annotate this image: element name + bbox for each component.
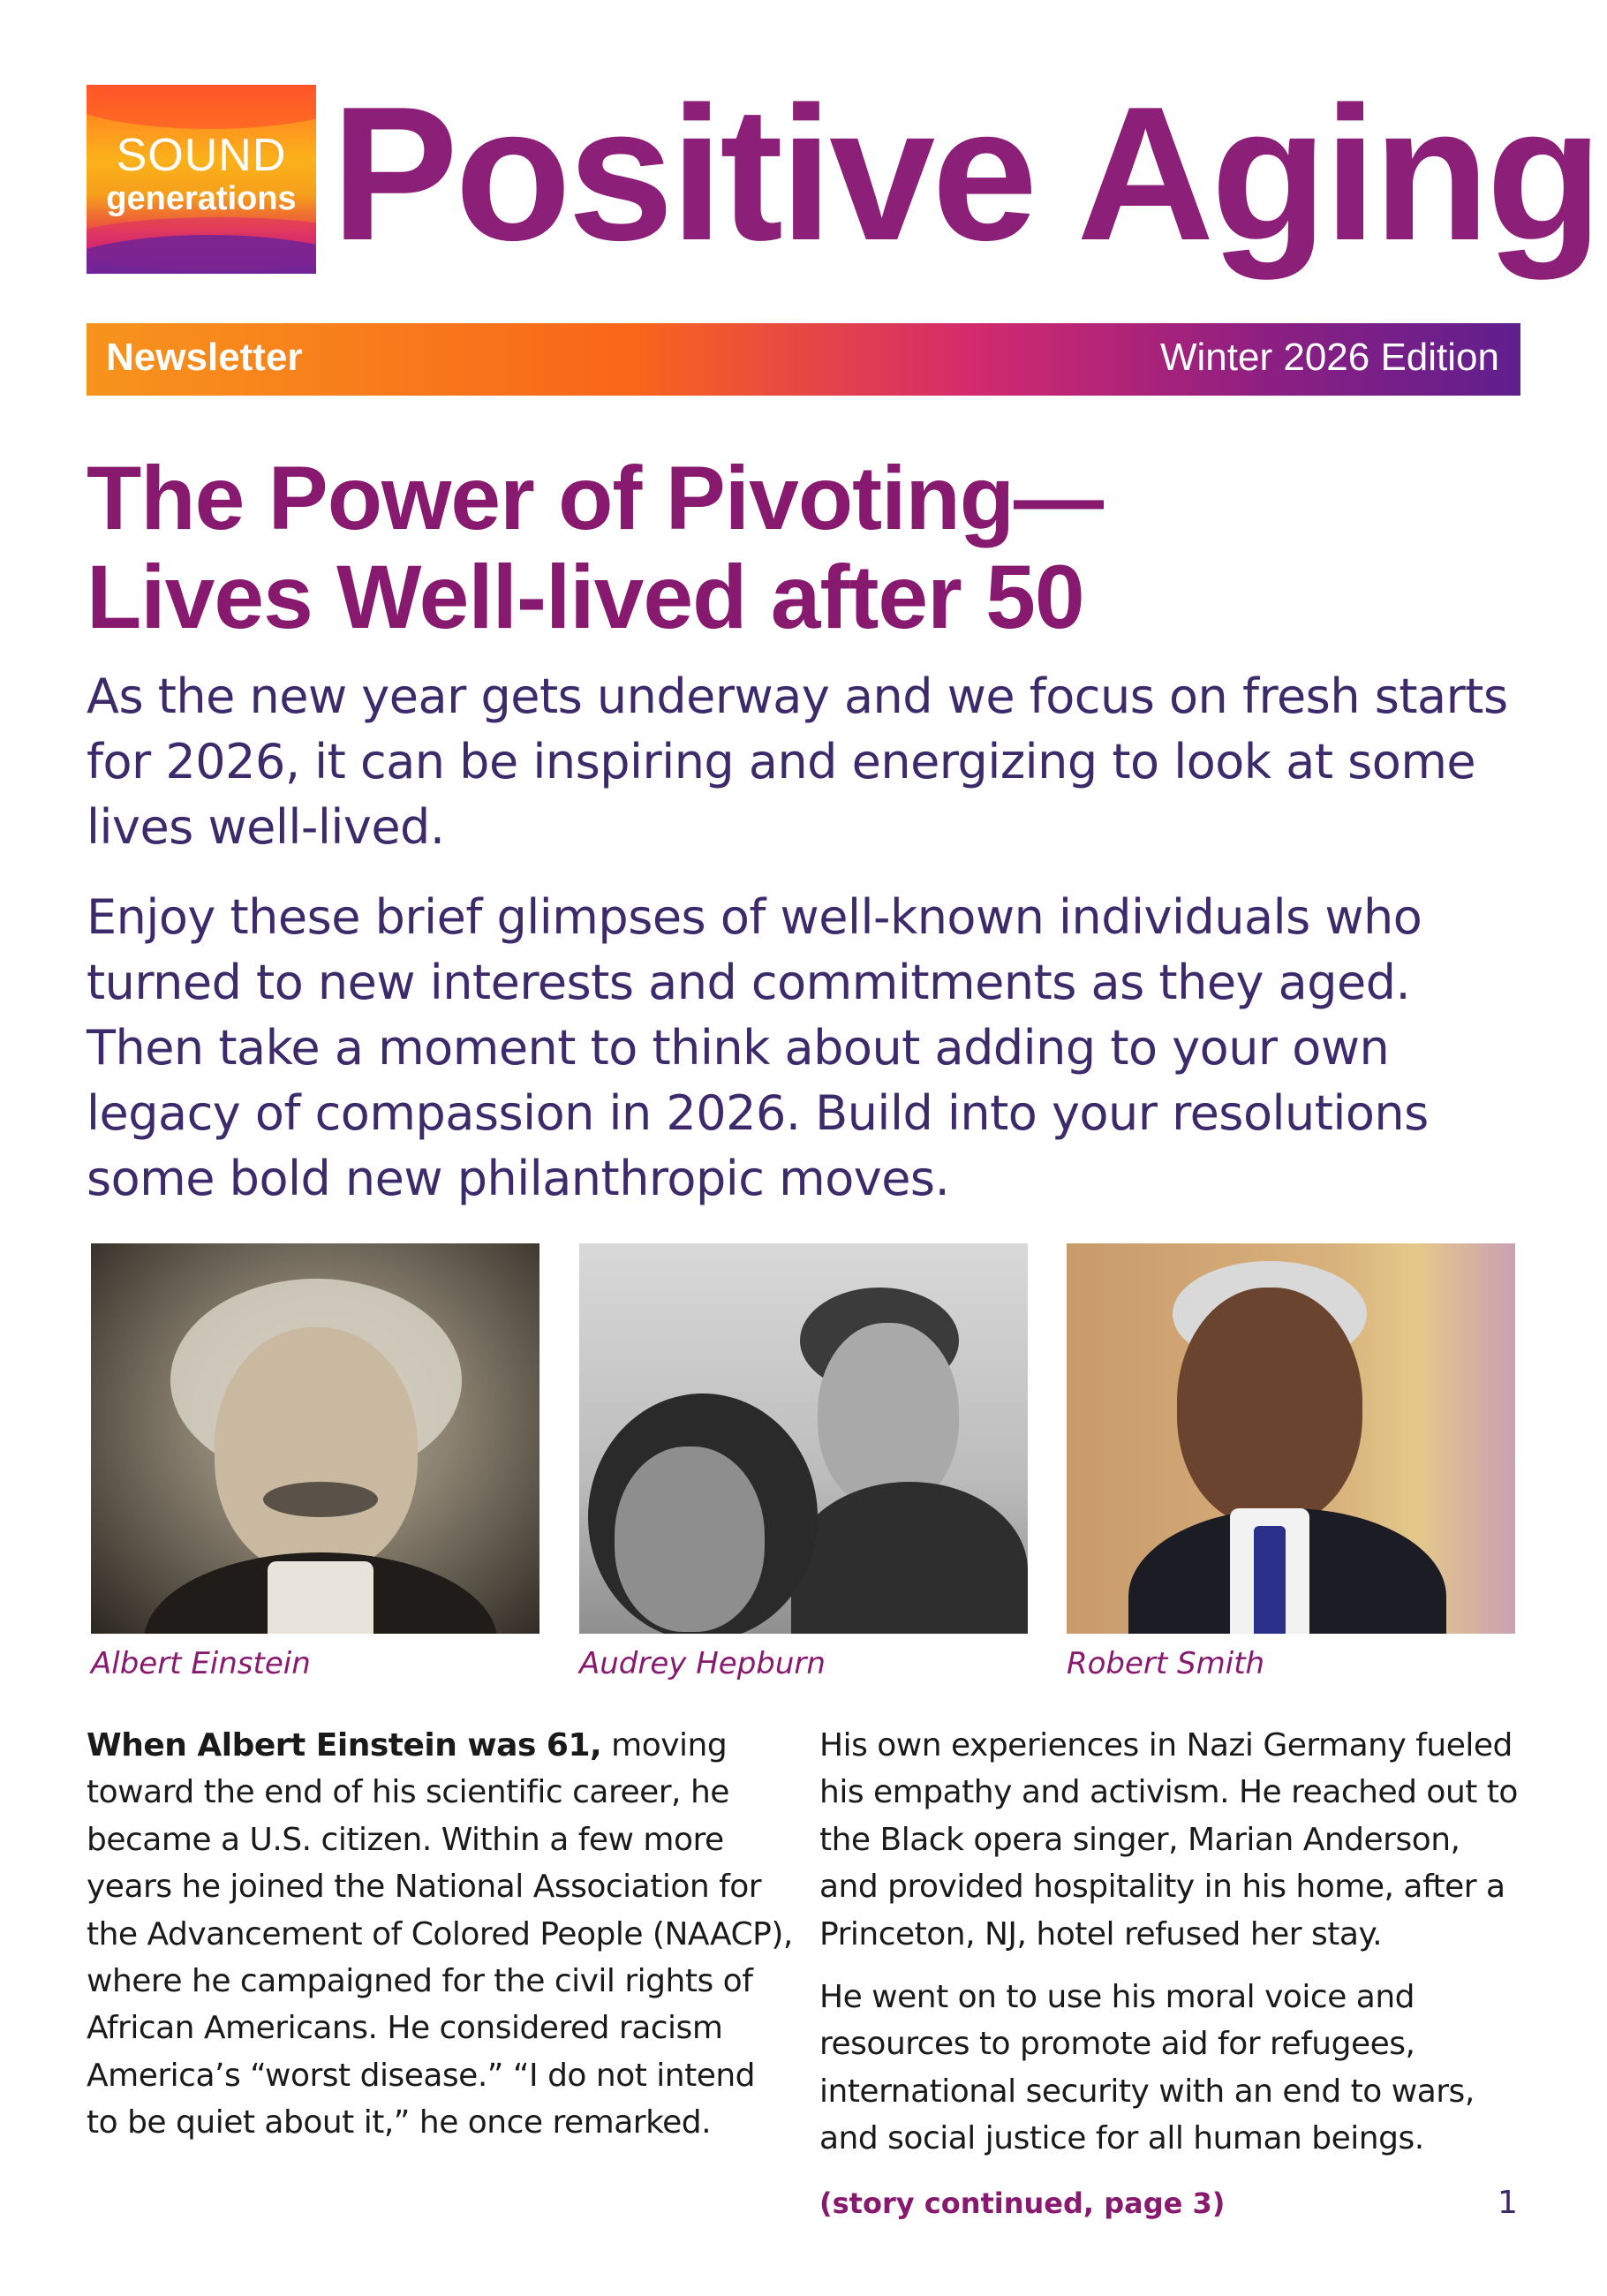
photo-albert-einstein (91, 1243, 539, 1634)
newsletter-label: Newsletter (106, 336, 303, 379)
sound-generations-logo (87, 85, 316, 274)
logo-text-sound: SOUND (116, 130, 287, 181)
paragraph-text: moving toward the end of his scientific career, he became a U.S. citizen. Within a few more years he joined the National Association for the Advancement of Colored People (NAACP), where he campaigned for the civil rights of African Americans. He considered racism America’s “worst disease.” “I do not intend to be quiet about it,” he once remarked. (87, 1727, 793, 2141)
lead-in: When Albert Einstein was 61, (87, 1727, 602, 1764)
article-headline (87, 449, 1323, 646)
body-column-right (819, 1722, 1526, 2179)
photo-caption: Robert Smith (1067, 1646, 1265, 1681)
intro-paragraph: Enjoy these brief glimpses of well-known individuals who turned to new interests and commitments as they aged. Then take a moment to think about adding to your own legacy of compassion in 2026. Build into your resolutions some bold new philanthropic moves. (87, 889, 1429, 1206)
body-paragraph (87, 1722, 793, 2147)
headline-line: Lives Well-lived after 50 (87, 547, 1084, 647)
story-continued-note: (story continued, page 3) (819, 2186, 1226, 2220)
edition-label: Winter 2026 Edition (1160, 336, 1499, 379)
photo-audrey-hepburn (579, 1243, 1028, 1634)
body-paragraph: His own experiences in Nazi Germany fueled his empathy and activism. He reached out to the Black opera singer, Marian Anderson, and provided hospitality in his home, after a Princeton, NJ, hotel refused her stay. (819, 1727, 1518, 1952)
newsletter-masthead: Positive Aging (331, 66, 1600, 280)
logo-wave (87, 235, 316, 274)
intro-paragraph: As the new year gets underway and we focus on fresh starts for 2026, it can be inspiring and energizing to look at some lives well-lived. (87, 668, 1508, 855)
headline-line: The Power of Pivoting— (87, 448, 1104, 548)
logo-wave (87, 85, 316, 129)
photo-caption: Audrey Hepburn (579, 1646, 826, 1681)
logo-text-generations: generations (106, 180, 297, 217)
photo-robert-smith (1067, 1243, 1515, 1634)
body-column-left (87, 1722, 793, 2163)
photo-caption: Albert Einstein (91, 1646, 311, 1681)
edition-band (87, 323, 1520, 396)
page-number: 1 (1498, 2185, 1518, 2221)
body-paragraph: He went on to use his moral voice and resources to promote aid for refugees, international security with an end to wars, and social justice for all human beings. (819, 1979, 1475, 2157)
